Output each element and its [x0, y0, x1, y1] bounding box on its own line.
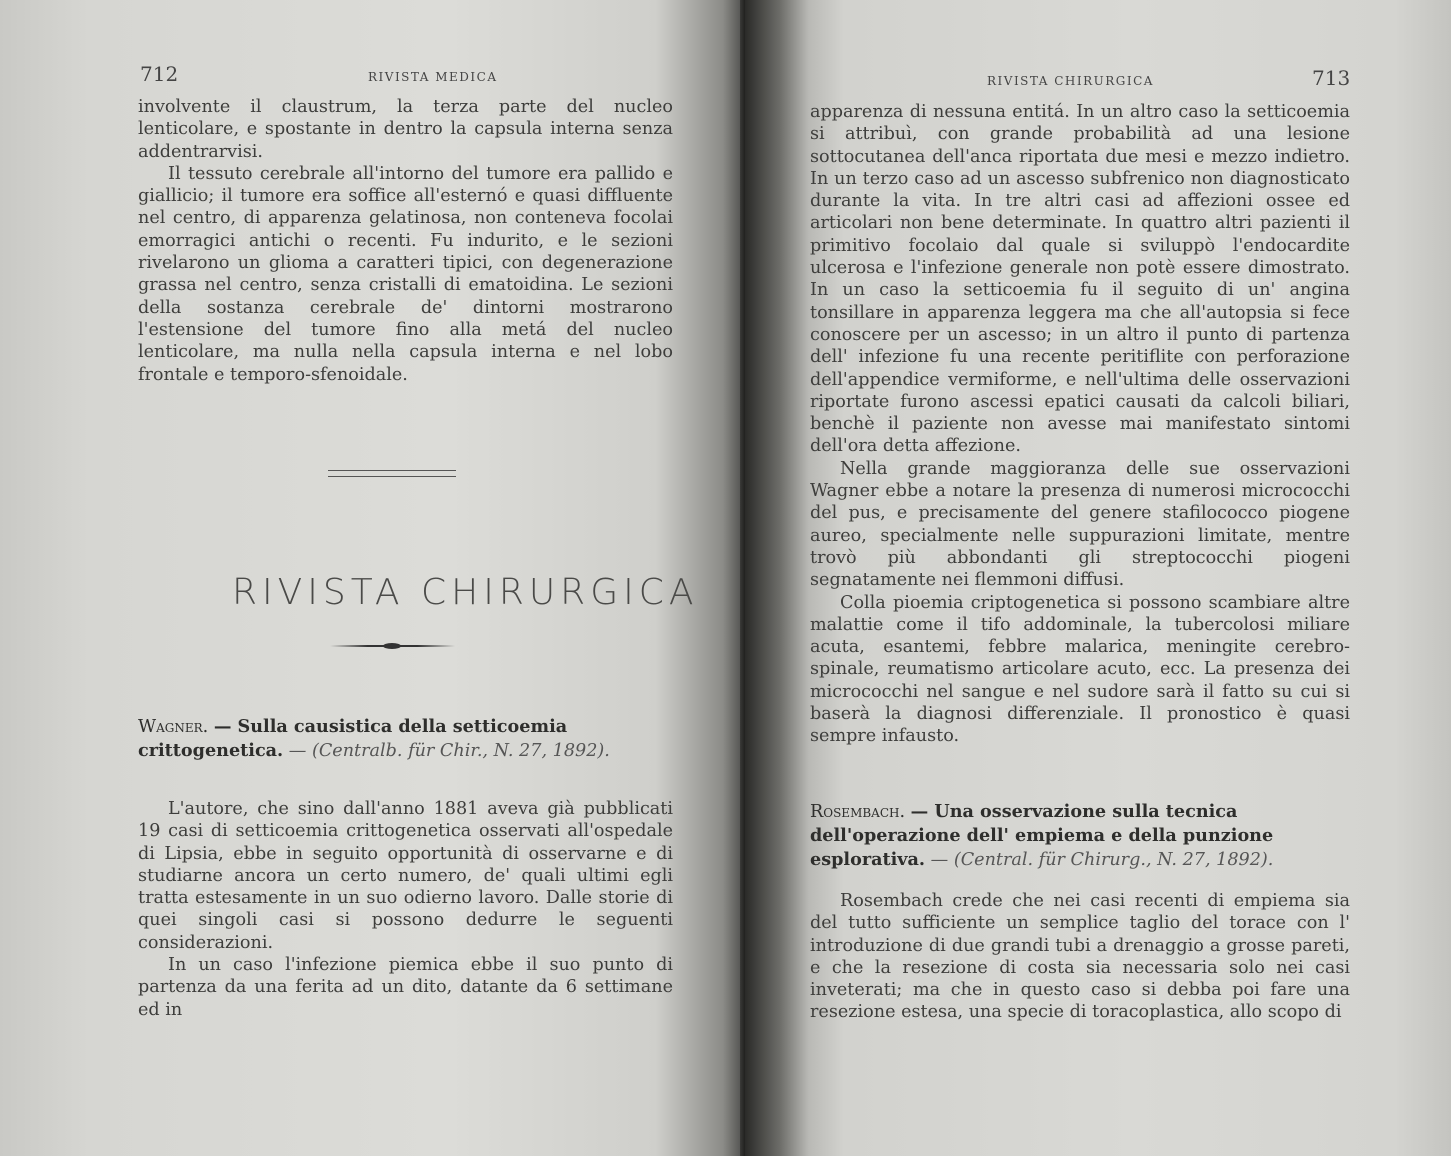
- paragraph: L'autore, che sino dall'anno 1881 aveva già pubblicati 19 casi di setticoemia crittogenetica osservati all'ospedale di Lipsia, ebbe in seguito opportunità di osservarne e di studiarne ancora un certo numero, de' quali ultimi egli tratta estesamente in un suo odierno lavoro. Dalle storie di quei singoli casi si possono dedurre le seguenti considerazioni.: [138, 799, 673, 953]
- continuation-text: [138, 96, 673, 386]
- page-number: 713: [1312, 66, 1351, 90]
- paragraph: Rosembach crede che nei casi recenti di empiema sia del tutto sufficiente un semplice taglio del torace con l' introduzione di due grandi tubi a drenaggio a grosse pareti, e che la resezione di costa sia necessaria solo nei casi inveterati; ma che in questo caso si debba poi fare una resezione estesa, una specie di toracoplastica, allo scopo di: [810, 891, 1350, 1023]
- article-title: — Sulla causistica della setticoemia crittogenetica.: [138, 716, 568, 761]
- article-author: Rosembach.: [810, 802, 906, 822]
- page-text: [810, 101, 1350, 748]
- article-author: Wagner.: [138, 717, 209, 737]
- paragraph: Il tessuto cerebrale all'intorno del tumore era pallido e giallicio; il tumore era soffice all'esternó e quasi diffluente nel centro, di apparenza gelatinosa, non conteneva focolai emorragici antichi o recenti. Fu indurito, e le sezioni rivelarono un glioma a caratteri tipici, con degenerazione grassa nel centro, senza cristalli di ematoidina. Le sezioni della sostanza cerebrale de' dintorni mostrarono l'estensione del tumore fino alla metá del nucleo lenticolare, ma nulla nella capsula interna e nel lobo frontale e temporo-sfenoidale.: [138, 163, 673, 385]
- page-number: 712: [140, 62, 179, 86]
- ornament-icon: [383, 643, 401, 649]
- running-head: RIVISTA CHIRURGICA: [987, 74, 1154, 88]
- article-body: [810, 890, 1350, 1024]
- section-title: RIVISTA CHIRURGICA: [232, 572, 699, 613]
- paragraph: Nella grande maggioranza delle sue osservazioni Wagner ebbe a notare la presenza di numerosi micrococchi del pus, e precisamente del genere stafilococco piogene aureo, specialmente nelle suppurazioni limitate, mentre trovò più abbondanti gli streptococchi piogeni segnatamente nei flemmoni diffusi.: [810, 458, 1350, 591]
- running-head: RIVISTA MEDICA: [368, 70, 498, 84]
- article-heading: [810, 800, 1350, 872]
- article-reference: — (Central. für Chirurg., N. 27, 1892).: [930, 850, 1274, 870]
- article-reference: — (Centralb. für Chir., N. 27, 1892).: [288, 741, 610, 761]
- divider-rule: [328, 470, 456, 471]
- paragraph: involvente il claustrum, la terza parte del nucleo lenticolare, e spostante in dentro la capsula interna senza addentrarvisi.: [138, 97, 673, 162]
- article-title: — Una osservazione sulla tecnica dell'operazione dell' empiema e della punzione esplorativa.: [810, 801, 1274, 870]
- article-heading: [138, 715, 673, 763]
- paragraph: Colla pioemia criptogenetica si possono scambiare altre malattie come il tifo addominale, la tubercolosi miliare acuta, esantemi, febbre malarica, meningite cerebro-spinale, reumatismo articolare acuto, ecc. La presenza dei micrococchi nel sangue e nel sudore sarà il fatto su cui si baserà la diagnosi differenziale. Il pronostico è quasi sempre infausto.: [810, 592, 1350, 747]
- article-body: [138, 798, 673, 1021]
- paragraph: In un caso l'infezione piemica ebbe il suo punto di partenza da una ferita ad un dito, datante da 6 settimane ed in: [138, 955, 673, 1020]
- right-page: [745, 0, 1451, 1156]
- divider-rule: [328, 476, 456, 477]
- paragraph: apparenza di nessuna entitá. In un altro caso la setticoemia si attribuì, con grande probabilità ad una lesione sottocutanea dell'anca riportata due mesi e mezzo indietro. In un terzo caso ad un ascesso subfrenico non diagnosticato durante la vita. In tre altri casi ad affezioni ossee ed articolari non bene determinate. In quattro altri pazienti il primitivo focolaio dal quale si sviluppò l'endocardite ulcerosa e l'infezione generale non potè essere dimostrato. In un caso la setticoemia fu il seguito di un' angina tonsillare in apparenza leggera ma che all'autopsia si fece conoscere per un ascesso; in un altro il punto di partenza dell' infezione fu una recente peritiflite con perforazione dell'appendice vermiforme, e nell'ultima delle osservazioni riportate furono ascessi epatici causati da calcoli biliari, benchè il paziente non avesse mai manifestato sintomi dell'ora detta affezione.: [810, 102, 1350, 457]
